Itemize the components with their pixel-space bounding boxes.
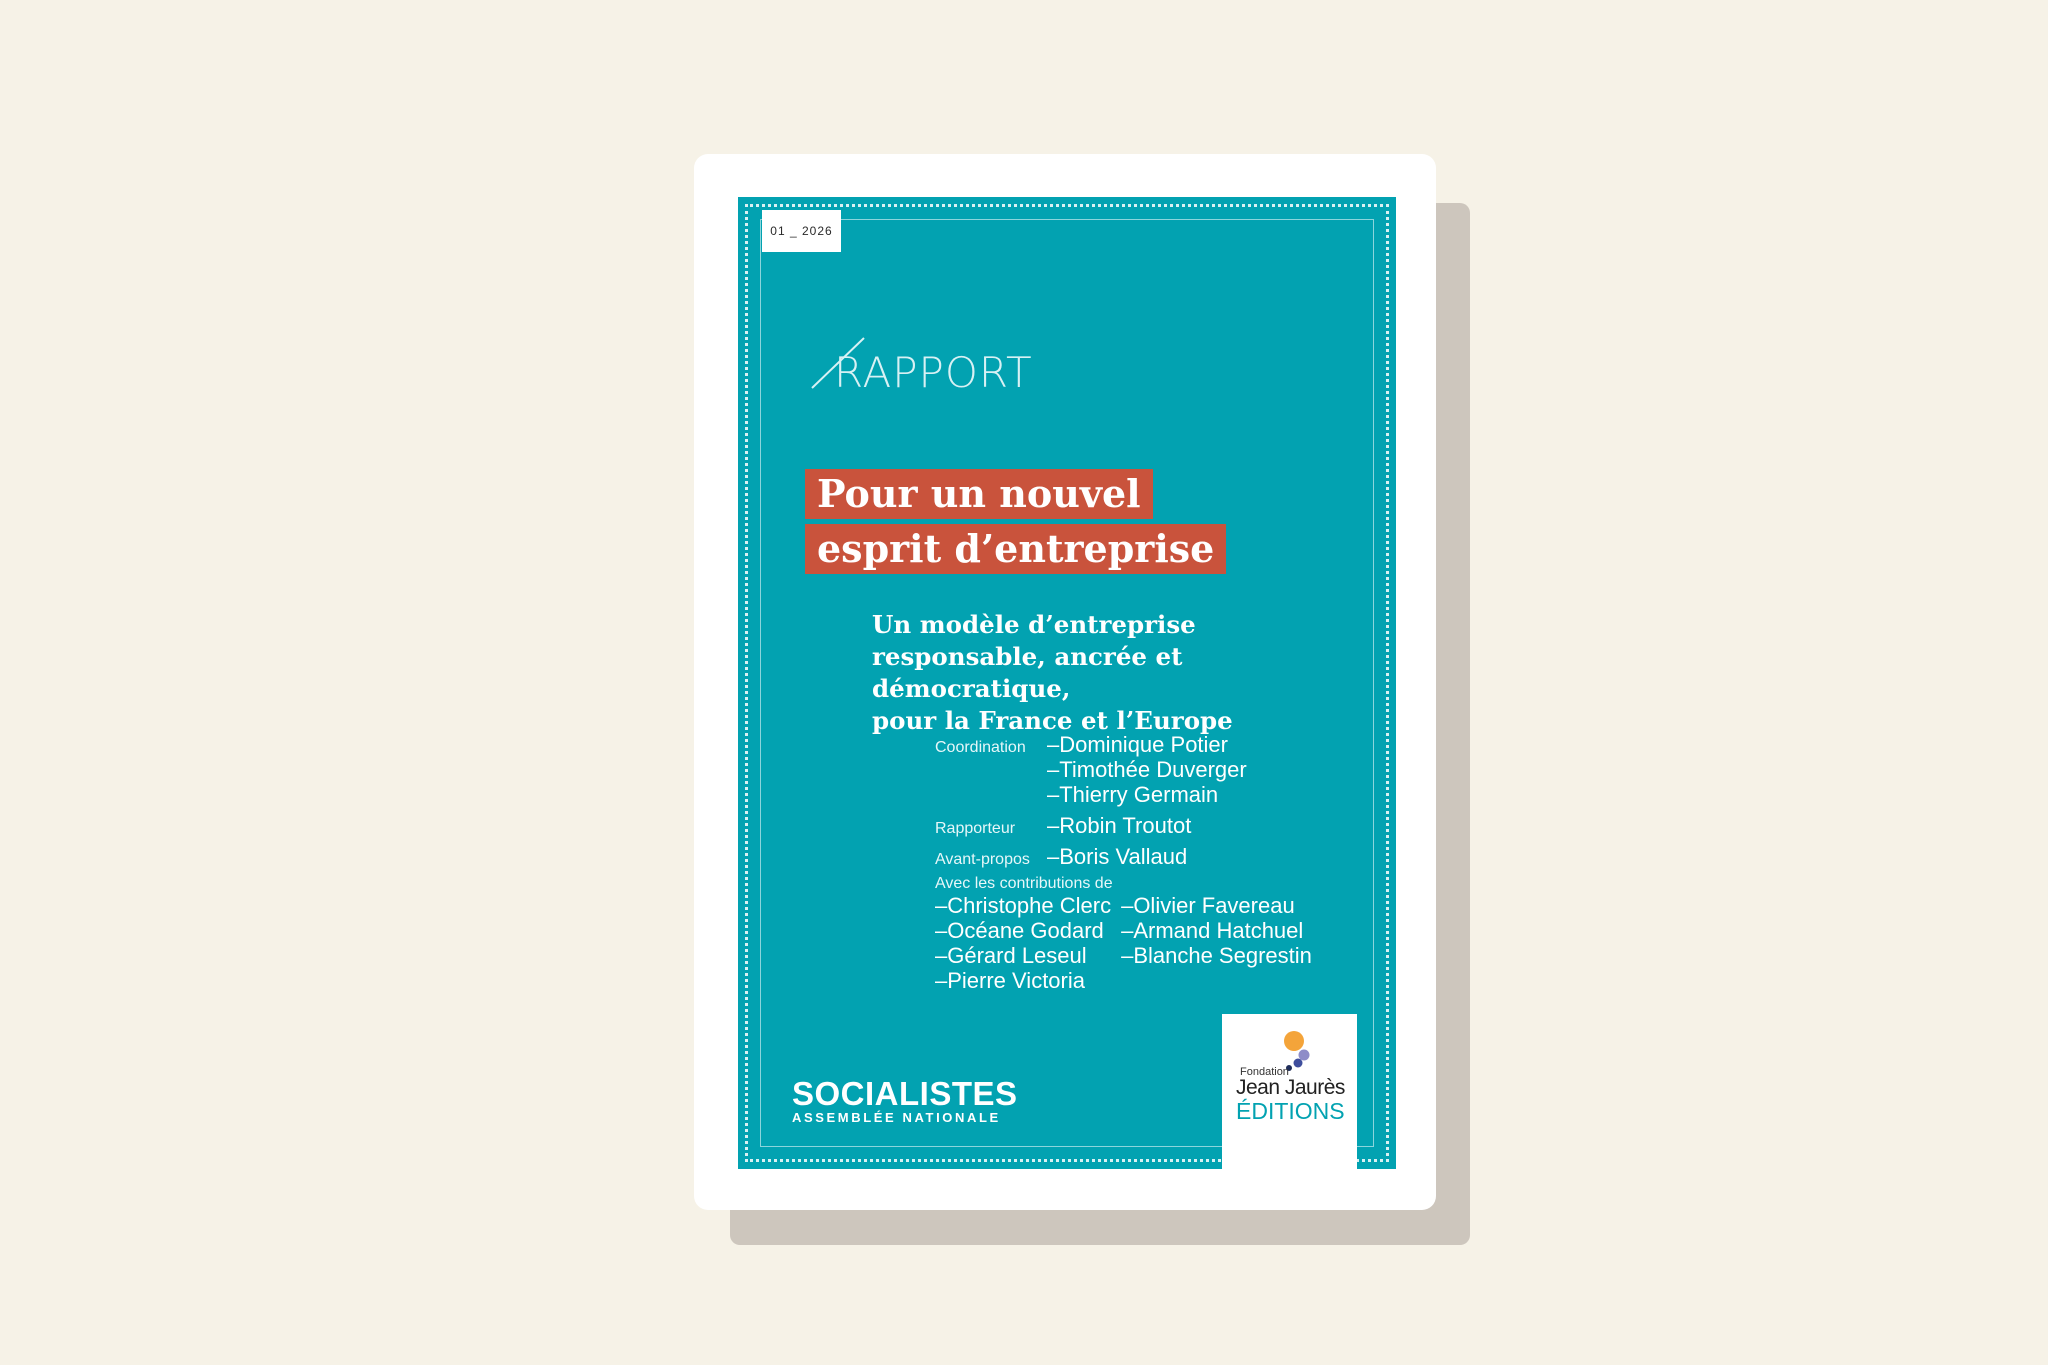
person-name: –Timothée Duverger: [1047, 757, 1247, 782]
contributor-name: –Christophe Clerc: [935, 893, 1112, 918]
person-name: –Robin Troutot: [1047, 813, 1192, 838]
book-cover: [738, 197, 1396, 1169]
fondation-small: Fondation: [1240, 1066, 1289, 1078]
socialistes-name: SOCIALISTES: [792, 1075, 1018, 1112]
fondation-logo: [1222, 1014, 1357, 1169]
fondation-editions: ÉDITIONS: [1236, 1098, 1345, 1124]
contributors-list: [935, 893, 1335, 993]
person-name: –Boris Vallaud: [1047, 844, 1188, 869]
subtitle-line: responsable, ancrée et démocratique,: [872, 642, 1183, 703]
credit-coordination: [935, 732, 1335, 807]
credit-role: Avant-propos: [935, 851, 1030, 868]
fondation-name: Jean Jaurès: [1236, 1076, 1345, 1099]
issue-number: 01 _ 2026: [770, 224, 833, 238]
subtitle-line: pour la France et l’Europe: [872, 706, 1233, 735]
contributions-label: Avec les contributions de: [935, 875, 1113, 892]
person-name: –Dominique Potier: [1047, 732, 1228, 757]
credit-rapporteur: [935, 813, 1335, 838]
contributor-name: –Olivier Favereau: [1121, 893, 1295, 918]
issue-badge: [762, 210, 841, 252]
contributor-name: –Océane Godard: [935, 918, 1104, 943]
socialistes-sub: ASSEMBLÉE NATIONALE: [792, 1110, 1001, 1125]
credit-names: [1047, 732, 1247, 807]
socialistes-logo: [792, 1077, 1018, 1125]
person-name: –Thierry Germain: [1047, 782, 1219, 807]
credit-role: Coordination: [935, 739, 1026, 756]
subtitle-line: Un modèle d’entreprise: [872, 610, 1196, 639]
series-label: [810, 330, 1060, 400]
credits: [935, 732, 1335, 993]
contributor-name: –Blanche Segrestin: [1121, 943, 1312, 968]
contributor-name: –Armand Hatchuel: [1121, 918, 1304, 943]
subtitle: [872, 609, 1382, 737]
contributor-name: –Pierre Victoria: [935, 968, 1085, 993]
credit-role: Rapporteur: [935, 820, 1016, 837]
contributor-name: –Gérard Leseul: [935, 943, 1087, 968]
series-word: RAPPORT: [834, 348, 1033, 397]
title-line-2: esprit d’entreprise: [805, 524, 1226, 574]
title-line-1: Pour un nouvel: [805, 469, 1153, 519]
credit-avant-propos: [935, 844, 1335, 869]
